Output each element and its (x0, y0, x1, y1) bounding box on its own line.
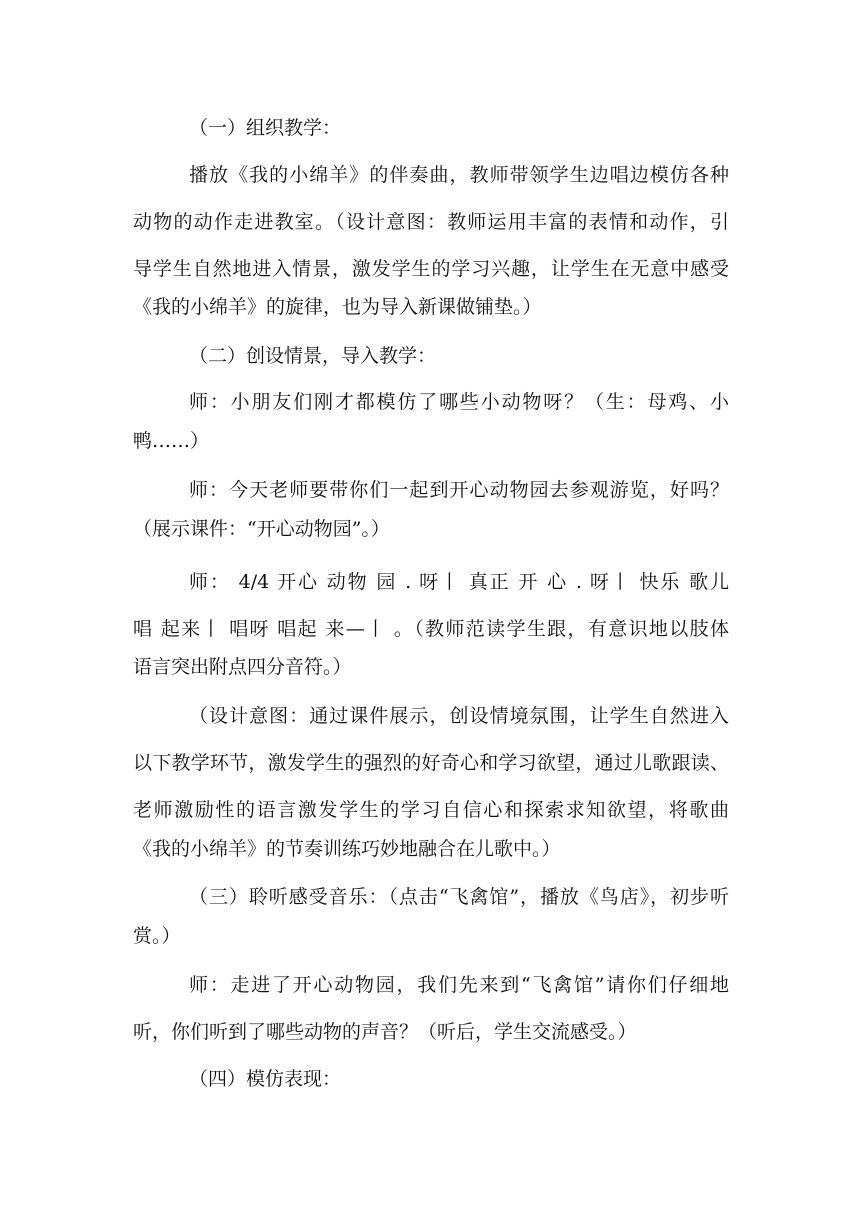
paragraph-line: 听，你们听到了哪些动物的声音？（听后，学生交流感受。） (133, 1021, 637, 1043)
paragraph-line: （展示课件：“开心动物园”。） (133, 518, 390, 540)
paragraph-line: 语言突出附点四分音符。） (133, 656, 352, 678)
rhythm-line: 唱 起来丨 唱呀 唱起 来—丨 。（教师范读学生跟，有意识地以肢体 (133, 618, 729, 640)
paragraph-line: 导学生自然地进入情景，激发学生的学习兴趣，让学生在无意中感受 (133, 258, 729, 280)
paragraph-line: 师：小朋友们刚才都模仿了哪些小动物呀？（生：母鸡、小 (189, 391, 729, 413)
paragraph-line: 师：今天老师要带你们一起到开心动物园去参观游览，好吗？ (189, 479, 729, 501)
paragraph-line: 播放《我的小绵羊》的伴奏曲，教师带领学生边唱边模仿各种 (189, 164, 729, 186)
paragraph-line: 鸭……） (133, 430, 210, 452)
paragraph-line: 赏。） (133, 925, 181, 947)
paragraph-line: 老师激励性的语言激发学生的学习自信心和探索求知欲望，将歌曲 (133, 799, 729, 821)
paragraph-line: 以下教学环节，激发学生的强烈的好奇心和学习欲望，通过儿歌跟读、 (133, 752, 729, 774)
paragraph-line: 师：走进了开心动物园，我们先来到“飞禽馆”请你们仔细地 (189, 974, 729, 996)
paragraph-line: 动物的动作走进教室。（设计意图：教师运用丰富的表情和动作，引 (133, 211, 729, 233)
paragraph-line: （设计意图：通过课件展示，创设情境氛围，让学生自然进入 (189, 705, 729, 727)
section-heading-organize: （一）组织教学： (189, 117, 342, 139)
paragraph-line: 《我的小绵羊》的节奏训练巧妙地融合在儿歌中。） (133, 838, 561, 860)
section-heading-listen: （三）聆听感受音乐：（点击“飞禽馆”，播放《鸟店》，初步听 (189, 886, 729, 908)
section-heading-imitate: （四）模仿表现： (189, 1068, 342, 1090)
paragraph-line: 《我的小绵羊》的旋律，也为导入新课做铺垫。） (133, 296, 542, 318)
rhythm-line: 师： 4/4 开心 动物 园 . 呀丨 真正 开 心 . 呀丨 快乐 歌儿 (189, 571, 729, 593)
section-heading-scene: （二）创设情景，导入教学： (189, 345, 437, 367)
